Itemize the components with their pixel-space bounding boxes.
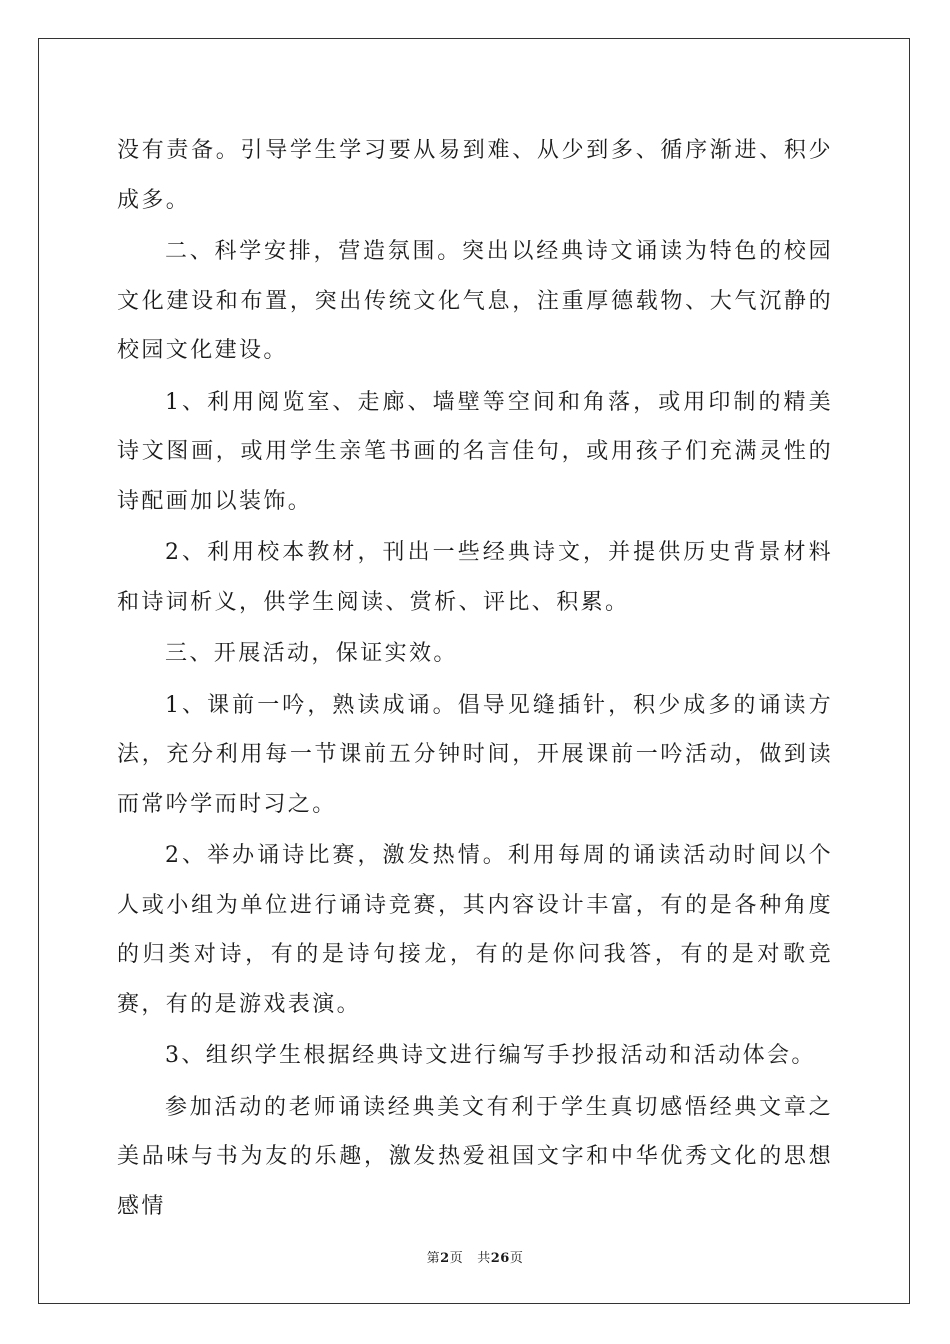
- paragraph-9: 参加活动的老师诵读经典美文有利于学生真切感悟经典文章之美品味与书为友的乐趣，激发热爱祖国文字和中华优秀文化的思想感情: [117, 1094, 833, 1219]
- paragraph-6: 1、课前一吟，熟读成诵。倡导见缝插针，积少成多的诵读方法，充分利用每一节课前五分钟时间，开展课前一吟活动，做到读而常吟学而时习之。: [117, 692, 833, 817]
- paragraph-7: 2、举办诵诗比赛，激发热情。利用每周的诵读活动时间以个人或小组为单位进行诵诗竞赛，其内容设计丰富，有的是各种角度的归类对诗，有的是诗句接龙，有的是你问我答，有的是对歌竞赛，有的是游戏表演。: [117, 843, 833, 1017]
- paragraph-2: 二、科学安排，营造氛围。突出以经典诗文诵读为特色的校园文化建设和布置，突出传统文化气息，注重厚德载物、大气沉静的校园文化建设。: [117, 239, 833, 363]
- paragraph-5: 三、开展活动，保证实效。: [165, 641, 458, 666]
- paragraph-4: 2、利用校本教材，刊出一些经典诗文，并提供历史背景材料和诗词析义，供学生阅读、赏析、评比、积累。: [117, 540, 833, 615]
- total-suffix: 页: [509, 1251, 524, 1266]
- page-footer: [0, 1247, 950, 1266]
- page-suffix: 页: [449, 1251, 464, 1266]
- total-prefix: 共: [477, 1251, 491, 1266]
- paragraph-3: 1、利用阅览室、走廊、墙壁等空间和角落，或用印制的精美诗文图画，或用学生亲笔书画的名言佳句，或用孩子们充满灵性的诗配画加以装饰。: [117, 389, 833, 514]
- document-body: [117, 126, 833, 1233]
- paragraph-1: 没有责备。引导学生学习要从易到难、从少到多、循序渐进、积少成多。: [117, 138, 833, 213]
- page-prefix: 第: [426, 1251, 441, 1266]
- total-page-count: 26: [490, 1251, 510, 1266]
- current-page-number: 2: [440, 1251, 450, 1266]
- paragraph-8: 3、组织学生根据经典诗文进行编写手抄报活动和活动体会。: [165, 1043, 816, 1068]
